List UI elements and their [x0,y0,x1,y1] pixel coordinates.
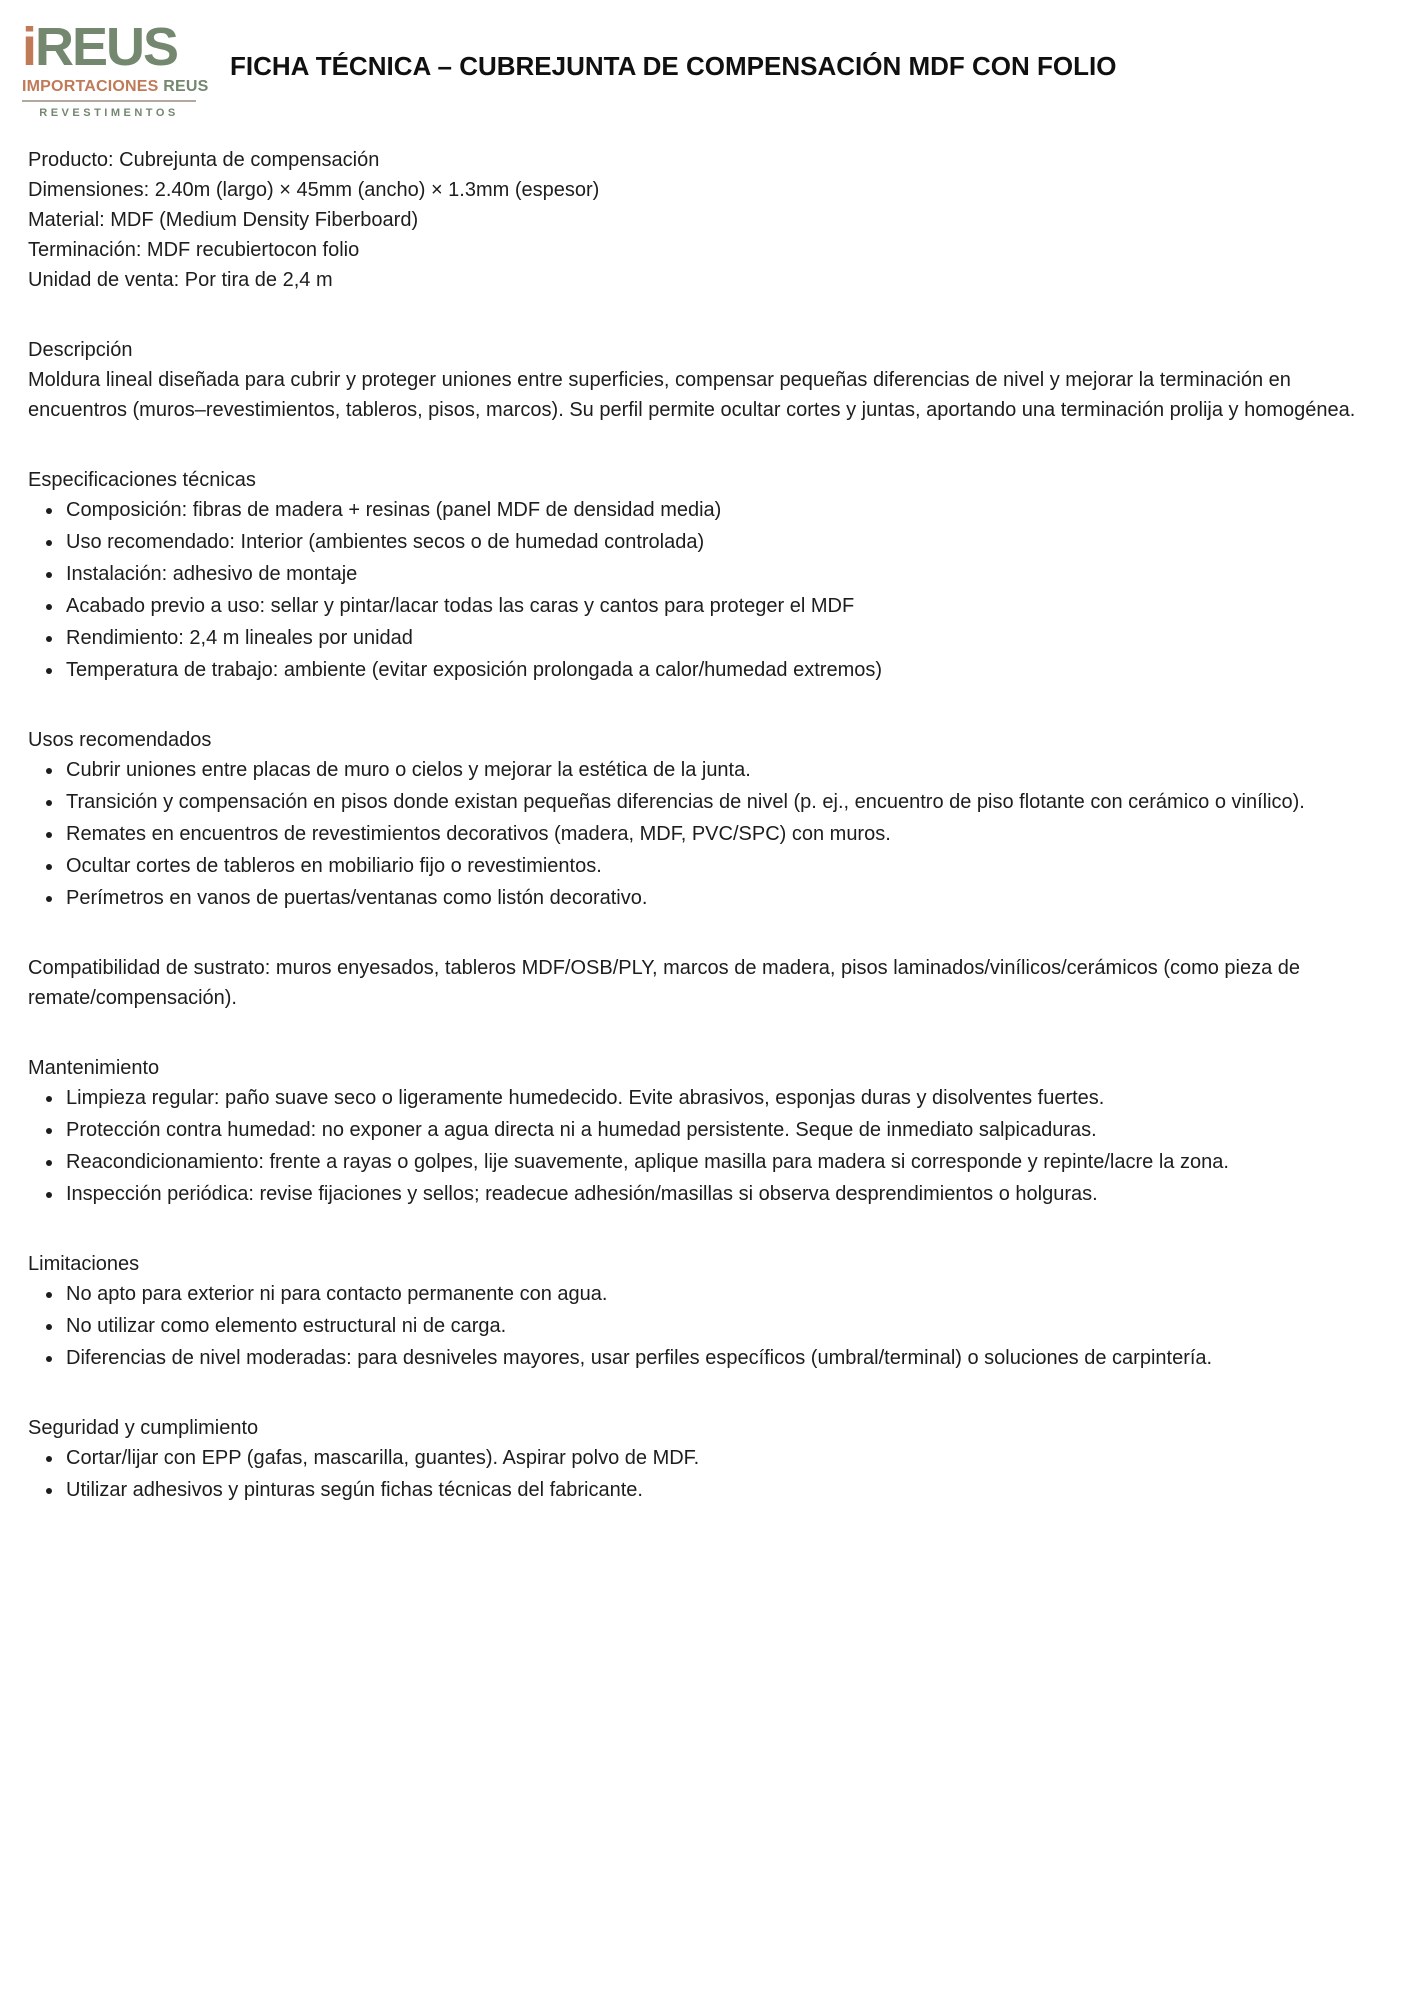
page-title: FICHA TÉCNICA – CUBREJUNTA DE COMPENSACIÓN MDF CON FOLIO [230,51,1117,81]
mantenimiento-list [28,1083,1386,1209]
usos-list [28,755,1386,913]
section-heading-seguridad: Seguridad y cumplimiento [28,1417,259,1440]
seguridad-list [28,1443,1386,1505]
especificaciones-list [28,495,1386,685]
uso-item: • Transición y compensación en pisos donde existan pequeñas diferencias de nivel (p. ej., encuentro de piso flotante con cerámico o vinílico). [64,787,1386,817]
section-limitaciones [28,1249,1386,1373]
mantenimiento-item: • Limpieza regular: paño suave seco o ligeramente humedecido. Evite abrasivos, esponjas duras y disolventes fuertes. [64,1083,1386,1113]
spec-item: • Instalación: adhesivo de montaje [64,559,1386,589]
limitacion-item: • No utilizar como elemento estructural ni de carga. [64,1311,1386,1341]
logo-tagline: REVESTIMENTOS [39,107,179,120]
limitacion-item: • No apto para exterior ni para contacto permanente con agua. [64,1279,1386,1309]
document-content [0,119,1414,1505]
logo-subtitle-importaciones: IMPORTACIONES [22,78,159,96]
product-line-unidad-venta: Unidad de venta: Por tira de 2,4 m [28,269,333,292]
product-line-terminacion: Terminación: MDF recubiertocon folio [28,239,360,262]
spec-item: • Rendimiento: 2,4 m lineales por unidad [64,623,1386,653]
company-logo [22,17,209,120]
document-header [0,0,1414,119]
logo-divider [22,100,196,102]
mantenimiento-item: • Inspección periódica: revise fijaciones y sellos; readecue adhesión/masillas si observa desprendimientos o holguras. [64,1179,1386,1209]
limitacion-item: • Diferencias de nivel moderadas: para desniveles mayores, usar perfiles específicos (umbral/terminal) o soluciones de carpintería. [64,1343,1386,1373]
logo-letters-reus: REUS [35,17,178,77]
compatibilidad-paragraph: Compatibilidad de sustrato: muros enyesados, tableros MDF/OSB/PLY, marcos de madera, pisos laminados/vinílicos/cerámicos (como pieza de remate/compensación). [28,957,1301,1010]
limitaciones-list [28,1279,1386,1373]
mantenimiento-item: • Protección contra humedad: no exponer a agua directa ni a humedad persistente. Seque de inmediato salpicaduras. [64,1115,1386,1145]
section-especificaciones [28,465,1386,685]
section-compatibilidad [28,953,1386,1013]
mantenimiento-item: • Reacondicionamiento: frente a rayas o golpes, lije suavemente, aplique masilla para madera si corresponde y repinte/lacre la zona. [64,1147,1386,1177]
uso-item: • Perímetros en vanos de puertas/ventanas como listón decorativo. [64,883,1386,913]
logo-letter-i: i [22,17,36,77]
section-usos [28,725,1386,913]
seguridad-item: • Cortar/lijar con EPP (gafas, mascarilla, guantes). Aspirar polvo de MDF. [64,1443,1386,1473]
section-descripcion [28,335,1386,425]
product-line-producto: Producto: Cubrejunta de compensación [28,149,380,172]
product-line-material: Material: MDF (Medium Density Fiberboard) [28,209,419,232]
spec-item: • Acabado previo a uso: sellar y pintar/lacar todas las caras y cantos para proteger el MDF [64,591,1386,621]
section-mantenimiento [28,1053,1386,1209]
product-line-dimensiones: Dimensiones: 2.40m (largo) × 45mm (ancho) × 1.3mm (espesor) [28,179,600,202]
logo-subtitle [22,78,209,96]
section-heading-limitaciones: Limitaciones [28,1253,140,1276]
section-heading-descripcion: Descripción [28,339,133,362]
uso-item: • Ocultar cortes de tableros en mobiliario fijo o revestimientos. [64,851,1386,881]
uso-item: • Cubrir uniones entre placas de muro o cielos y mejorar la estética de la junta. [64,755,1386,785]
spec-item: • Uso recomendado: Interior (ambientes secos o de humedad controlada) [64,527,1386,557]
logo-subtitle-reus: REUS [163,78,209,96]
product-info-block [28,145,1386,295]
section-heading-usos: Usos recomendados [28,729,212,752]
uso-item: • Remates en encuentros de revestimientos decorativos (madera, MDF, PVC/SPC) con muros. [64,819,1386,849]
spec-item: • Composición: fibras de madera + resinas (panel MDF de densidad media) [64,495,1386,525]
section-heading-especificaciones: Especificaciones técnicas [28,469,256,492]
section-seguridad [28,1413,1386,1505]
seguridad-item: • Utilizar adhesivos y pinturas según fichas técnicas del fabricante. [64,1475,1386,1505]
descripcion-paragraph: Moldura lineal diseñada para cubrir y proteger uniones entre superficies, compensar pequeñas diferencias de nivel y mejorar la terminación en encuentros (muros–revestimientos, tableros, pisos, marcos). Su perfil permite ocultar cortes y juntas, aportando una terminación prolija y homogénea. [28,369,1356,422]
section-heading-mantenimiento: Mantenimiento [28,1057,160,1080]
logo-wordmark [22,17,196,77]
spec-item: • Temperatura de trabajo: ambiente (evitar exposición prolongada a calor/humedad extremos) [64,655,1386,685]
